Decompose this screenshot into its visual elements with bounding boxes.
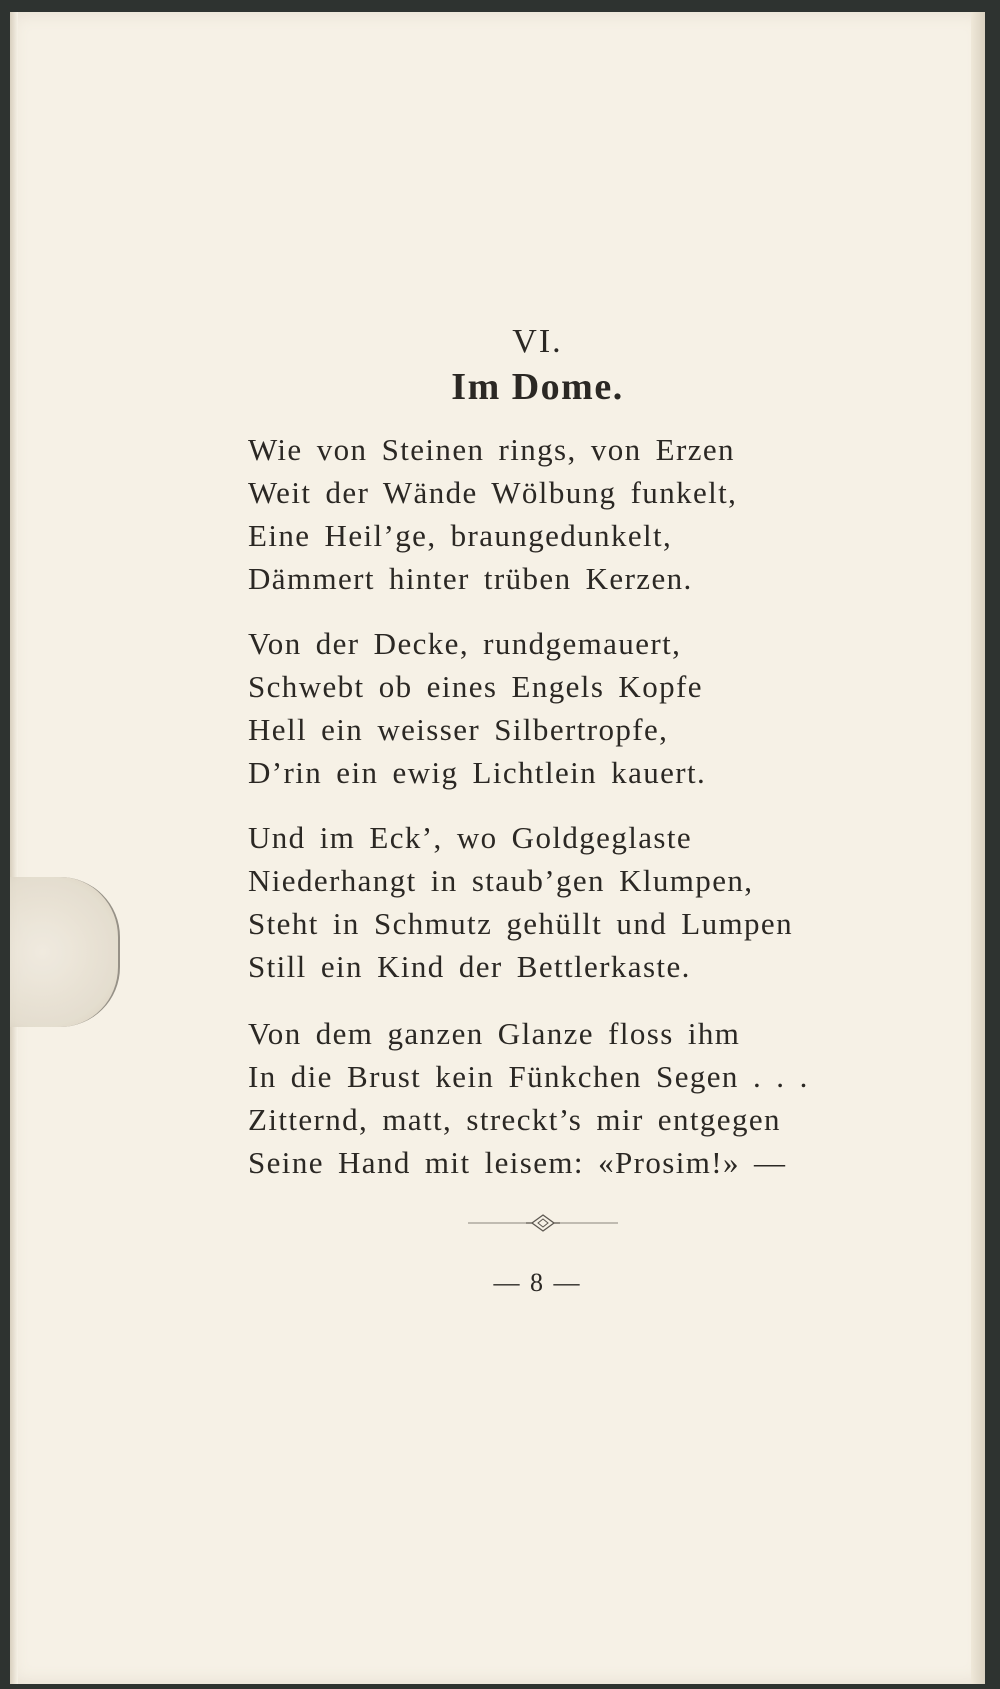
poem-line: Wie von Steinen rings, von Erzen — [248, 432, 735, 467]
poem-line: Von der Decke, rundgemauert, — [248, 626, 682, 661]
poem-line: Steht in Schmutz gehüllt und Lumpen — [248, 906, 793, 941]
poem-line: D’rin ein ewig Lichtlein kauert. — [248, 755, 707, 790]
poem-line: Dämmert hinter trüben Kerzen. — [248, 561, 693, 596]
page-number: — 8 — — [493, 1268, 582, 1297]
poem-line: Zitternd, matt, streckt’s mir entgegen — [248, 1102, 781, 1137]
poem-line: Und im Eck’, wo Goldgeglaste — [248, 820, 693, 855]
poem-line: Hell ein weisser Silbertropfe, — [248, 712, 669, 747]
stanza-4 — [248, 1012, 968, 1184]
poem-title: Im Dome. — [451, 366, 624, 408]
poem-line: Still ein Kind der Bettlerkaste. — [248, 949, 691, 984]
poem-line: Niederhangt in staub’gen Klumpen, — [248, 863, 754, 898]
stanza-3 — [248, 816, 968, 988]
page-edge-left — [10, 12, 18, 1684]
poem-line: Von dem ganzen Glanze floss ihm — [248, 1016, 741, 1051]
page-clip-holder — [10, 877, 120, 1027]
poem-line: Seine Hand mit leisem: «Prosim!» — — [248, 1145, 787, 1180]
poem-line: In die Brust kein Fünkchen Segen . . . — [248, 1059, 809, 1094]
diamond-ornament-icon — [468, 1212, 618, 1234]
stanza-1 — [248, 428, 968, 600]
section-number: VI. — [512, 323, 563, 360]
poem-line: Eine Heil’ge, braungedunkelt, — [248, 518, 673, 553]
poem-line: Weit der Wände Wölbung funkelt, — [248, 475, 738, 510]
stanza-2 — [248, 622, 968, 794]
page-edge-right — [971, 12, 985, 1684]
poem-line: Schwebt ob eines Engels Kopfe — [248, 669, 703, 704]
